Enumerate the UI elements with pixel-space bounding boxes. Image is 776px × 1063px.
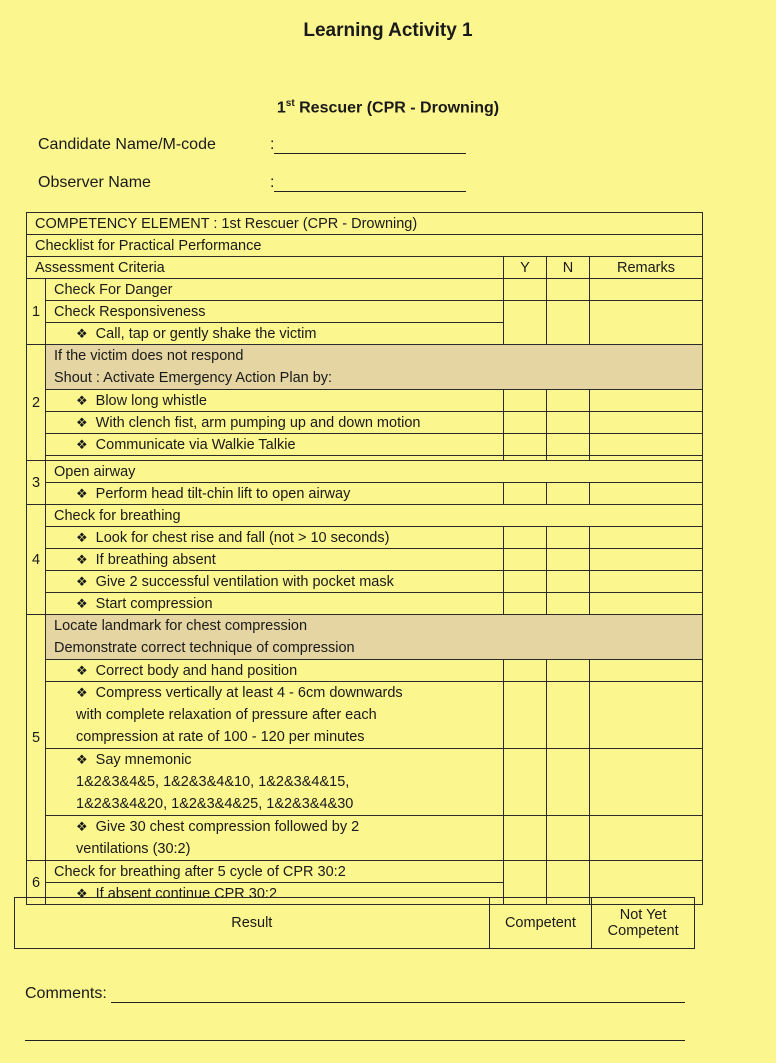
remarks-cell[interactable]: [590, 527, 703, 549]
n-cell[interactable]: [547, 527, 590, 549]
comments-label: Comments:: [25, 985, 107, 1002]
y-cell[interactable]: [504, 549, 547, 571]
section-number: 1: [27, 279, 46, 345]
criteria-bullet: ❖ Correct body and hand position: [46, 660, 504, 682]
y-cell[interactable]: [504, 301, 547, 345]
page-title: Learning Activity 1: [303, 20, 473, 41]
section-heading: If the victim does not respond Shout : Activate Emergency Action Plan by:: [46, 345, 703, 390]
comments-second-line[interactable]: [25, 1040, 685, 1041]
y-cell[interactable]: [504, 682, 547, 749]
section-number: 2: [27, 345, 46, 461]
remarks-cell[interactable]: [590, 390, 703, 412]
col-y-header: Y: [504, 257, 547, 279]
n-cell[interactable]: [547, 593, 590, 615]
comments-field: [25, 985, 685, 1003]
criteria-bullet: ❖ Communicate via Walkie Talkie: [46, 434, 504, 456]
bullet-icon: ❖: [76, 685, 88, 700]
competency-row: COMPETENCY ELEMENT : 1st Rescuer (CPR - Drowning): [27, 213, 703, 235]
remarks-cell[interactable]: [590, 682, 703, 749]
bullet-icon: ❖: [76, 573, 88, 589]
checklist-table: [26, 212, 703, 905]
bullet-icon: ❖: [76, 551, 88, 567]
bullet-icon: ❖: [76, 595, 88, 611]
result-label: Result: [15, 898, 490, 949]
criteria-bullet: ❖ Compress vertically at least 4 - 6cm downwards with complete relaxation of pressure after each compression at rate of 100 - 120 per minutes: [46, 682, 504, 749]
n-cell[interactable]: [547, 549, 590, 571]
comments-input-line[interactable]: [111, 986, 685, 1003]
bullet-icon: ❖: [76, 392, 88, 408]
remarks-cell[interactable]: [590, 816, 703, 861]
y-cell[interactable]: [504, 816, 547, 861]
n-cell[interactable]: [547, 412, 590, 434]
remarks-cell[interactable]: [590, 660, 703, 682]
criteria-bullet: ❖ Look for chest rise and fall (not > 10 seconds): [46, 527, 504, 549]
remarks-cell[interactable]: [590, 412, 703, 434]
observer-field: Observer Name :: [38, 174, 466, 192]
bullet-icon: ❖: [76, 819, 88, 834]
n-cell[interactable]: [547, 483, 590, 505]
n-cell[interactable]: [547, 682, 590, 749]
criteria-text: Check for breathing after 5 cycle of CPR 30:2: [46, 861, 504, 883]
criteria-bullet: ❖ Blow long whistle: [46, 390, 504, 412]
n-cell[interactable]: [547, 660, 590, 682]
criteria-text: Open airway: [46, 461, 703, 483]
y-cell[interactable]: [504, 527, 547, 549]
candidate-label: Candidate Name/M-code: [38, 136, 216, 153]
n-cell[interactable]: [547, 390, 590, 412]
bullet-icon: ❖: [76, 885, 88, 901]
candidate-input-line[interactable]: [274, 139, 466, 154]
criteria-bullet: ❖ If absent continue CPR 30:2: [46, 883, 504, 905]
y-cell[interactable]: [504, 749, 547, 816]
bullet-icon: ❖: [76, 414, 88, 430]
y-cell[interactable]: [504, 593, 547, 615]
criteria-bullet: ❖ Call, tap or gently shake the victim: [46, 323, 504, 345]
y-cell[interactable]: [504, 660, 547, 682]
remarks-cell[interactable]: [590, 483, 703, 505]
criteria-bullet: ❖ Give 2 successful ventilation with pocket mask: [46, 571, 504, 593]
section-number: 4: [27, 505, 46, 615]
criteria-bullet: ❖ If breathing absent: [46, 549, 504, 571]
n-cell[interactable]: [547, 301, 590, 345]
remarks-cell[interactable]: [590, 434, 703, 456]
criteria-bullet: ❖ Start compression: [46, 593, 504, 615]
n-cell[interactable]: [547, 571, 590, 593]
n-cell[interactable]: [547, 434, 590, 456]
candidate-field: Candidate Name/M-code :: [38, 136, 466, 154]
bullet-icon: ❖: [76, 662, 88, 678]
y-cell[interactable]: [504, 434, 547, 456]
criteria-bullet: ❖ Perform head tilt-chin lift to open airway: [46, 483, 504, 505]
subtitle: 1st Rescuer (CPR - Drowning): [276, 98, 500, 117]
n-cell[interactable]: [547, 749, 590, 816]
result-table: [14, 897, 695, 949]
remarks-cell[interactable]: [590, 749, 703, 816]
criteria-bullet: ❖ Give 30 chest compression followed by 2 ventilations (30:2): [46, 816, 504, 861]
criteria-text: Check for breathing: [46, 505, 703, 527]
remarks-cell[interactable]: [590, 571, 703, 593]
y-cell[interactable]: [504, 390, 547, 412]
bullet-icon: ❖: [76, 529, 88, 545]
n-cell[interactable]: [547, 816, 590, 861]
y-cell[interactable]: [504, 412, 547, 434]
col-n-header: N: [547, 257, 590, 279]
checklist-row: Checklist for Practical Performance: [27, 235, 703, 257]
bullet-icon: ❖: [76, 752, 88, 767]
criteria-bullet: ❖ With clench fist, arm pumping up and down motion: [46, 412, 504, 434]
section-number: 6: [27, 861, 46, 905]
remarks-cell[interactable]: [590, 593, 703, 615]
y-cell[interactable]: [504, 483, 547, 505]
remarks-cell[interactable]: [590, 549, 703, 571]
bullet-icon: ❖: [76, 436, 88, 452]
y-cell[interactable]: [504, 571, 547, 593]
observer-input-line[interactable]: [274, 177, 466, 192]
section-number: 5: [27, 615, 46, 861]
section-heading: Locate landmark for chest compression Demonstrate correct technique of compression: [46, 615, 703, 660]
competent-cell[interactable]: Competent: [489, 898, 592, 949]
n-cell[interactable]: [547, 279, 590, 301]
section-number: 3: [27, 461, 46, 505]
col-remarks-header: Remarks: [590, 257, 703, 279]
remarks-cell[interactable]: [590, 279, 703, 301]
bullet-icon: ❖: [76, 485, 88, 501]
observer-label: Observer Name: [38, 174, 151, 191]
criteria-text: Check For Danger: [46, 279, 504, 301]
criteria-header: Assessment Criteria: [27, 257, 504, 279]
not-yet-competent-cell[interactable]: Not Yet Competent: [592, 898, 695, 949]
bullet-icon: ❖: [76, 325, 88, 341]
y-cell[interactable]: [504, 279, 547, 301]
criteria-bullet: ❖ Say mnemonic 1&2&3&4&5, 1&2&3&4&10, 1&2&3&4&15, 1&2&3&4&20, 1&2&3&4&25, 1&2&3&4&30: [46, 749, 504, 816]
criteria-text: Check Responsiveness: [46, 301, 504, 323]
remarks-cell[interactable]: [590, 301, 703, 345]
